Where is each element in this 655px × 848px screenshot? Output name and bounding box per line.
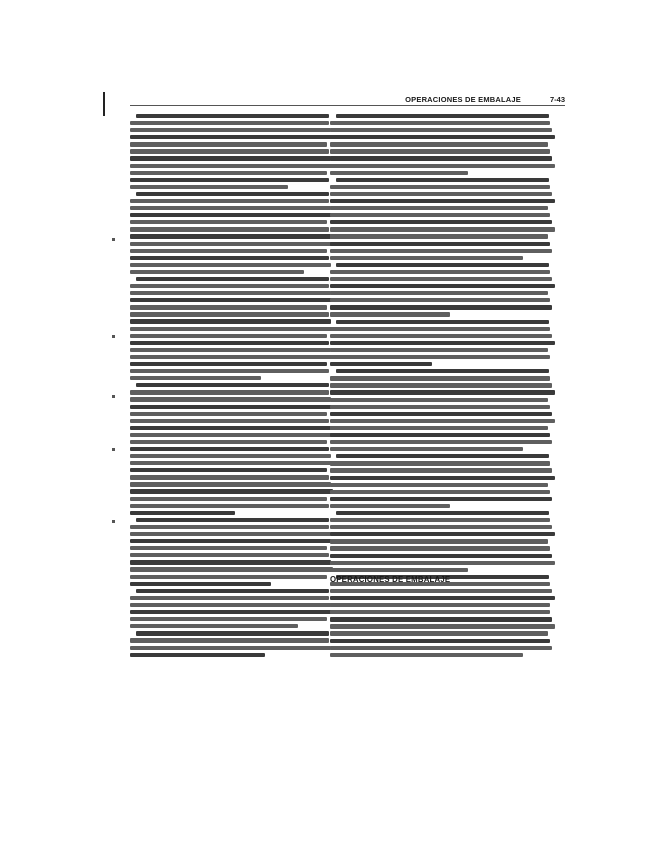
section-heading: OPERACIONES DE EMBALAJE bbox=[330, 575, 451, 584]
margin-mark bbox=[112, 448, 115, 451]
body-paragraph bbox=[330, 511, 557, 572]
text-line bbox=[130, 227, 329, 231]
text-line bbox=[330, 497, 552, 501]
text-line bbox=[330, 348, 548, 352]
text-line bbox=[330, 646, 552, 650]
text-line bbox=[130, 546, 327, 550]
text-line bbox=[330, 341, 555, 345]
text-line bbox=[330, 440, 552, 444]
text-line bbox=[336, 369, 549, 373]
text-line bbox=[330, 213, 550, 217]
text-line bbox=[130, 461, 333, 465]
text-line bbox=[330, 256, 523, 260]
text-line bbox=[130, 348, 331, 352]
text-line bbox=[330, 610, 462, 614]
body-paragraph bbox=[330, 114, 557, 175]
text-line bbox=[130, 497, 327, 501]
text-line bbox=[330, 398, 548, 402]
body-paragraph bbox=[330, 178, 557, 260]
text-line bbox=[130, 482, 331, 486]
text-line bbox=[330, 312, 450, 316]
margin-mark bbox=[112, 520, 115, 523]
text-line bbox=[130, 390, 329, 394]
text-line bbox=[330, 390, 555, 394]
text-line bbox=[130, 249, 327, 253]
text-line bbox=[136, 192, 329, 196]
text-line bbox=[130, 560, 331, 564]
text-line bbox=[330, 242, 550, 246]
text-line bbox=[130, 653, 265, 657]
text-line bbox=[330, 532, 555, 536]
text-line bbox=[130, 199, 329, 203]
text-line bbox=[330, 490, 550, 494]
text-line bbox=[330, 376, 550, 380]
body-paragraph bbox=[330, 369, 557, 451]
text-line bbox=[330, 624, 555, 628]
text-line bbox=[336, 114, 549, 118]
text-line bbox=[130, 419, 329, 423]
text-line bbox=[130, 242, 333, 246]
text-line bbox=[130, 305, 327, 309]
body-paragraph bbox=[130, 192, 335, 274]
text-line bbox=[330, 121, 550, 125]
text-line bbox=[136, 589, 329, 593]
text-line bbox=[136, 518, 329, 522]
text-line bbox=[330, 554, 552, 558]
text-line bbox=[130, 362, 327, 366]
text-line bbox=[130, 539, 333, 543]
text-line bbox=[130, 532, 331, 536]
text-line bbox=[130, 256, 329, 260]
running-header-title: OPERACIONES DE EMBALAJE bbox=[405, 95, 521, 104]
text-line bbox=[130, 135, 333, 139]
left-column-body-text bbox=[130, 114, 335, 694]
text-line bbox=[130, 263, 331, 267]
header-rule bbox=[130, 105, 565, 106]
text-line bbox=[136, 277, 329, 281]
text-line bbox=[330, 206, 548, 210]
text-line bbox=[130, 220, 327, 224]
text-line bbox=[330, 518, 550, 522]
text-line bbox=[130, 504, 329, 508]
text-line bbox=[330, 135, 555, 139]
text-line bbox=[330, 603, 550, 607]
text-line bbox=[130, 440, 327, 444]
text-line bbox=[130, 397, 331, 401]
text-line bbox=[330, 653, 523, 657]
text-line bbox=[130, 128, 331, 132]
text-line bbox=[330, 156, 552, 160]
text-line bbox=[330, 468, 552, 472]
text-line bbox=[130, 149, 329, 153]
text-line bbox=[130, 575, 327, 579]
text-line bbox=[130, 624, 298, 628]
text-line bbox=[136, 383, 329, 387]
text-line bbox=[130, 298, 333, 302]
body-paragraph bbox=[130, 631, 335, 656]
body-paragraph bbox=[330, 320, 557, 367]
text-line bbox=[330, 617, 552, 621]
text-line bbox=[130, 603, 331, 607]
text-line bbox=[130, 270, 304, 274]
text-line bbox=[330, 461, 550, 465]
text-line bbox=[130, 433, 333, 437]
text-line bbox=[130, 206, 331, 210]
running-header bbox=[0, 95, 565, 109]
body-paragraph bbox=[330, 263, 557, 317]
page-number: 7-43 bbox=[549, 95, 565, 104]
text-line bbox=[330, 164, 555, 168]
text-line bbox=[130, 567, 333, 571]
text-line bbox=[330, 291, 548, 295]
text-line bbox=[336, 178, 549, 182]
text-line bbox=[336, 454, 549, 458]
text-line bbox=[330, 199, 555, 203]
text-line bbox=[330, 483, 548, 487]
section-body-text bbox=[330, 596, 557, 617]
text-line bbox=[330, 419, 555, 423]
text-line bbox=[130, 376, 261, 380]
right-column-body-text bbox=[330, 114, 557, 754]
text-line bbox=[130, 312, 329, 316]
text-line bbox=[130, 511, 235, 515]
text-line bbox=[130, 369, 329, 373]
text-line bbox=[330, 128, 552, 132]
text-line bbox=[330, 220, 552, 224]
text-line bbox=[330, 383, 552, 387]
text-line bbox=[330, 284, 555, 288]
text-line bbox=[130, 553, 329, 557]
text-line bbox=[130, 178, 329, 182]
text-line bbox=[130, 638, 329, 642]
text-line bbox=[330, 639, 550, 643]
text-line bbox=[330, 192, 552, 196]
body-paragraph bbox=[330, 454, 557, 508]
text-line bbox=[336, 263, 549, 267]
body-paragraph bbox=[130, 518, 335, 586]
text-line bbox=[330, 568, 468, 572]
body-paragraph bbox=[130, 589, 335, 629]
text-line bbox=[330, 327, 550, 331]
text-line bbox=[330, 447, 523, 451]
text-line bbox=[330, 412, 552, 416]
text-line bbox=[336, 320, 549, 324]
text-line bbox=[136, 114, 329, 118]
text-line bbox=[130, 610, 333, 614]
text-line bbox=[130, 341, 329, 345]
text-line bbox=[336, 511, 549, 515]
text-line bbox=[136, 631, 329, 635]
text-line bbox=[130, 596, 329, 600]
margin-mark bbox=[112, 395, 115, 398]
text-line bbox=[130, 327, 333, 331]
text-line bbox=[130, 156, 331, 160]
text-line bbox=[130, 468, 327, 472]
text-line bbox=[330, 227, 555, 231]
body-paragraph bbox=[130, 277, 335, 380]
text-line bbox=[330, 234, 548, 238]
text-line bbox=[130, 646, 331, 650]
text-line bbox=[130, 447, 329, 451]
text-line bbox=[330, 185, 550, 189]
text-line bbox=[130, 234, 331, 238]
text-line bbox=[130, 355, 333, 359]
text-line bbox=[130, 454, 331, 458]
body-paragraph bbox=[130, 383, 335, 515]
text-line bbox=[330, 539, 548, 543]
text-line bbox=[330, 142, 548, 146]
text-line bbox=[330, 270, 550, 274]
text-line bbox=[330, 149, 550, 153]
text-line bbox=[130, 121, 329, 125]
text-line bbox=[330, 589, 552, 593]
text-line bbox=[130, 164, 333, 168]
text-line bbox=[130, 412, 327, 416]
text-line bbox=[330, 405, 550, 409]
text-line bbox=[330, 426, 548, 430]
text-line bbox=[330, 334, 552, 338]
text-line bbox=[130, 525, 329, 529]
body-paragraph bbox=[130, 114, 335, 189]
margin-mark bbox=[112, 335, 115, 338]
text-line bbox=[336, 596, 549, 600]
text-line bbox=[130, 171, 327, 175]
text-line bbox=[130, 405, 333, 409]
text-line bbox=[330, 171, 468, 175]
text-line bbox=[130, 582, 271, 586]
body-paragraph bbox=[330, 596, 557, 614]
text-line bbox=[130, 334, 327, 338]
text-line bbox=[130, 489, 333, 493]
text-line bbox=[330, 504, 450, 508]
text-line bbox=[130, 475, 329, 479]
text-line bbox=[330, 433, 550, 437]
text-line bbox=[330, 631, 548, 635]
margin-mark bbox=[112, 238, 115, 241]
text-line bbox=[330, 546, 550, 550]
text-line bbox=[130, 319, 331, 323]
text-line bbox=[130, 426, 331, 430]
text-line bbox=[330, 476, 555, 480]
text-line bbox=[330, 249, 552, 253]
text-line bbox=[130, 284, 329, 288]
text-line bbox=[130, 617, 327, 621]
text-line bbox=[330, 362, 432, 366]
text-line bbox=[330, 298, 550, 302]
text-line bbox=[330, 561, 555, 565]
text-line bbox=[130, 213, 333, 217]
text-line bbox=[130, 185, 288, 189]
text-line bbox=[130, 142, 327, 146]
text-line bbox=[330, 277, 552, 281]
text-line bbox=[330, 305, 552, 309]
text-line bbox=[330, 355, 550, 359]
text-line bbox=[330, 525, 552, 529]
text-line bbox=[130, 291, 331, 295]
